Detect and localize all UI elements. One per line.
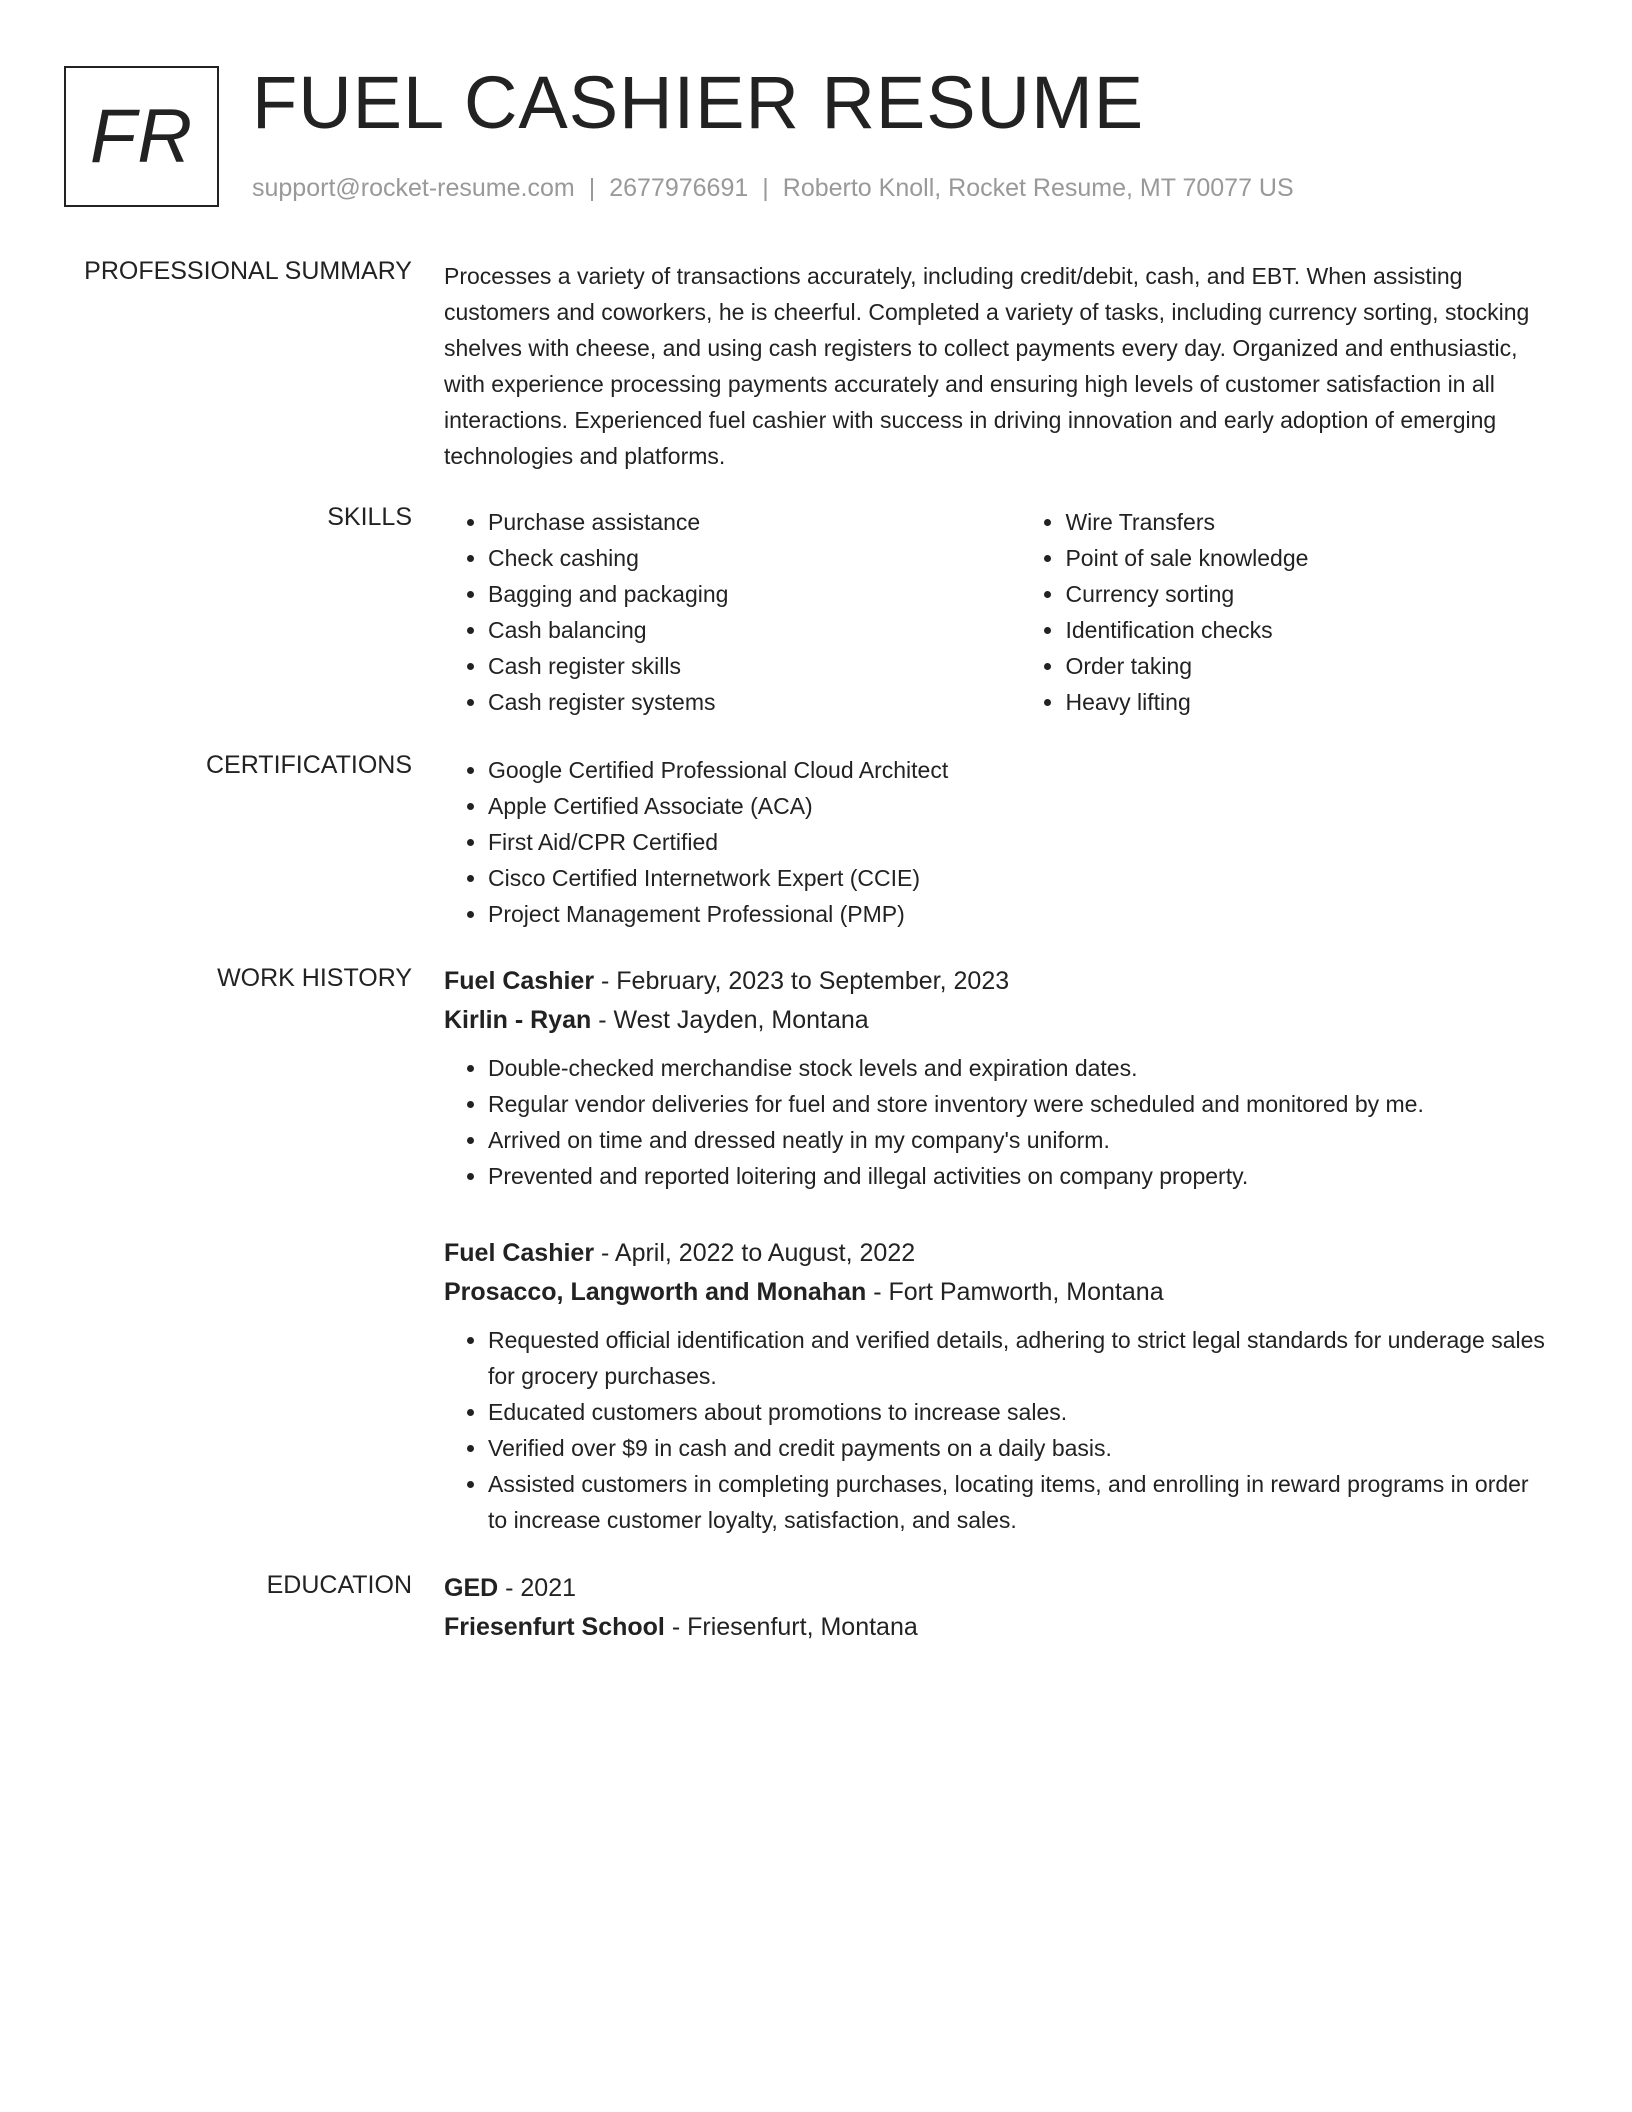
education-degree: GED xyxy=(444,1574,499,1602)
job-title-line: Fuel Cashier - April, 2022 to August, 2022 xyxy=(444,1239,916,1267)
contact-email[interactable]: support@rocket-resume.com xyxy=(252,174,575,202)
certification-item: • Apple Certified Associate (ACA) xyxy=(488,788,1554,824)
skills-list-right xyxy=(1021,504,1554,720)
section-label-skills: SKILLS xyxy=(327,503,412,531)
section-label-work-history: WORK HISTORY xyxy=(217,964,412,992)
skill-item: • Cash register systems xyxy=(488,684,1021,720)
contact-phone[interactable]: 2677976691 xyxy=(609,174,749,202)
skill-item: • Cash balancing xyxy=(488,612,1021,648)
job-bullet: • Arrived on time and dressed neatly in my company's uniform. xyxy=(488,1122,1554,1158)
education-school: Friesenfurt School xyxy=(444,1613,665,1641)
monogram-logo: FR xyxy=(64,66,219,207)
education-degree-line: GED - 2021 xyxy=(444,1574,577,1602)
job-location: Fort Pamworth, Montana xyxy=(888,1278,1164,1306)
contact-separator: | xyxy=(762,174,769,202)
job-entry xyxy=(444,1234,1554,1538)
page-title: FUEL CASHIER RESUME xyxy=(252,61,1145,144)
skill-item: • Check cashing xyxy=(488,540,1021,576)
education-body xyxy=(444,1569,1554,1647)
job-bullet: • Requested official identification and verified details, adhering to strict legal standards for underage sales for grocery purchases. xyxy=(488,1322,1554,1394)
certification-item: • Project Management Professional (PMP) xyxy=(488,896,1554,932)
job-bullet: • Assisted customers in completing purchases, locating items, and enrolling in reward programs in order to increase customer loyalty, satisfaction, and sales. xyxy=(488,1466,1554,1538)
skill-item: • Identification checks xyxy=(1065,612,1554,648)
skill-item: • Cash register skills xyxy=(488,648,1021,684)
certifications-body xyxy=(444,752,1554,932)
skill-item: • Purchase assistance xyxy=(488,504,1021,540)
skill-item: • Wire Transfers xyxy=(1065,504,1554,540)
job-bullet: • Double-checked merchandise stock levels and expiration dates. xyxy=(488,1050,1554,1086)
job-title: Fuel Cashier xyxy=(444,1239,595,1267)
skills-body xyxy=(444,504,1554,720)
certification-item: • Google Certified Professional Cloud Architect xyxy=(488,752,1554,788)
certification-item: • Cisco Certified Internetwork Expert (CCIE) xyxy=(488,860,1554,896)
job-bullet: • Educated customers about promotions to increase sales. xyxy=(488,1394,1554,1430)
job-bullet: • Prevented and reported loitering and illegal activities on company property. xyxy=(488,1158,1554,1194)
contact-separator: | xyxy=(588,174,596,202)
work-history-body xyxy=(444,962,1554,1538)
job-bullets xyxy=(444,1322,1554,1538)
job-location: West Jayden, Montana xyxy=(613,1006,869,1034)
job-company: Prosacco, Langworth and Monahan xyxy=(444,1278,867,1306)
skill-item: • Order taking xyxy=(1065,648,1554,684)
skill-item: • Currency sorting xyxy=(1065,576,1554,612)
job-bullets xyxy=(444,1050,1554,1194)
job-dates: April, 2022 to August, 2022 xyxy=(614,1239,916,1267)
job-company: Kirlin - Ryan xyxy=(444,1006,592,1034)
job-bullet: • Regular vendor deliveries for fuel and store inventory were scheduled and monitored by me. xyxy=(488,1086,1554,1122)
resume-header xyxy=(64,61,1564,210)
section-label-education: EDUCATION xyxy=(266,1571,412,1599)
job-company-line: Kirlin - Ryan - West Jayden, Montana xyxy=(444,1006,869,1034)
skill-item: • Bagging and packaging xyxy=(488,576,1021,612)
certifications-list xyxy=(444,752,1554,932)
summary-text: Processes a variety of transactions accurately, including credit/debit, cash, and EBT. When assisting customers and coworkers, he is cheerful. Completed a variety of tasks, including currency sorting, stocking shelves with cheese, and using cash registers to collect payments every day. Organized and enthusiastic, with experience processing payments accurately and ensuring high levels of customer satisfaction in all interactions. Experienced fuel cashier with success in driving innovation and early adoption of emerging technologies and platforms. xyxy=(444,263,1530,469)
education-year: 2021 xyxy=(520,1574,577,1602)
job-dates: February, 2023 to September, 2023 xyxy=(616,967,1010,995)
section-label-summary: PROFESSIONAL SUMMARY xyxy=(84,257,412,285)
skills-list-left xyxy=(444,504,1021,720)
job-entry xyxy=(444,962,1554,1194)
skill-item: • Point of sale knowledge xyxy=(1065,540,1554,576)
job-bullet: • Verified over $9 in cash and credit payments on a daily basis. xyxy=(488,1430,1554,1466)
education-school-line: Friesenfurt School - Friesenfurt, Montana xyxy=(444,1613,918,1641)
certification-item: • First Aid/CPR Certified xyxy=(488,824,1554,860)
skill-item: • Heavy lifting xyxy=(1065,684,1554,720)
job-company-line: Prosacco, Langworth and Monahan - Fort Pamworth, Montana xyxy=(444,1278,1164,1306)
education-location: Friesenfurt, Montana xyxy=(687,1613,918,1641)
job-title-line: Fuel Cashier - February, 2023 to September, 2023 xyxy=(444,967,1010,995)
section-label-certifications: CERTIFICATIONS xyxy=(205,751,412,779)
job-title: Fuel Cashier xyxy=(444,967,595,995)
contact-address: Roberto Knoll, Rocket Resume, MT 70077 US xyxy=(782,174,1294,202)
summary-body xyxy=(444,258,1554,474)
contact-line xyxy=(252,174,1294,203)
